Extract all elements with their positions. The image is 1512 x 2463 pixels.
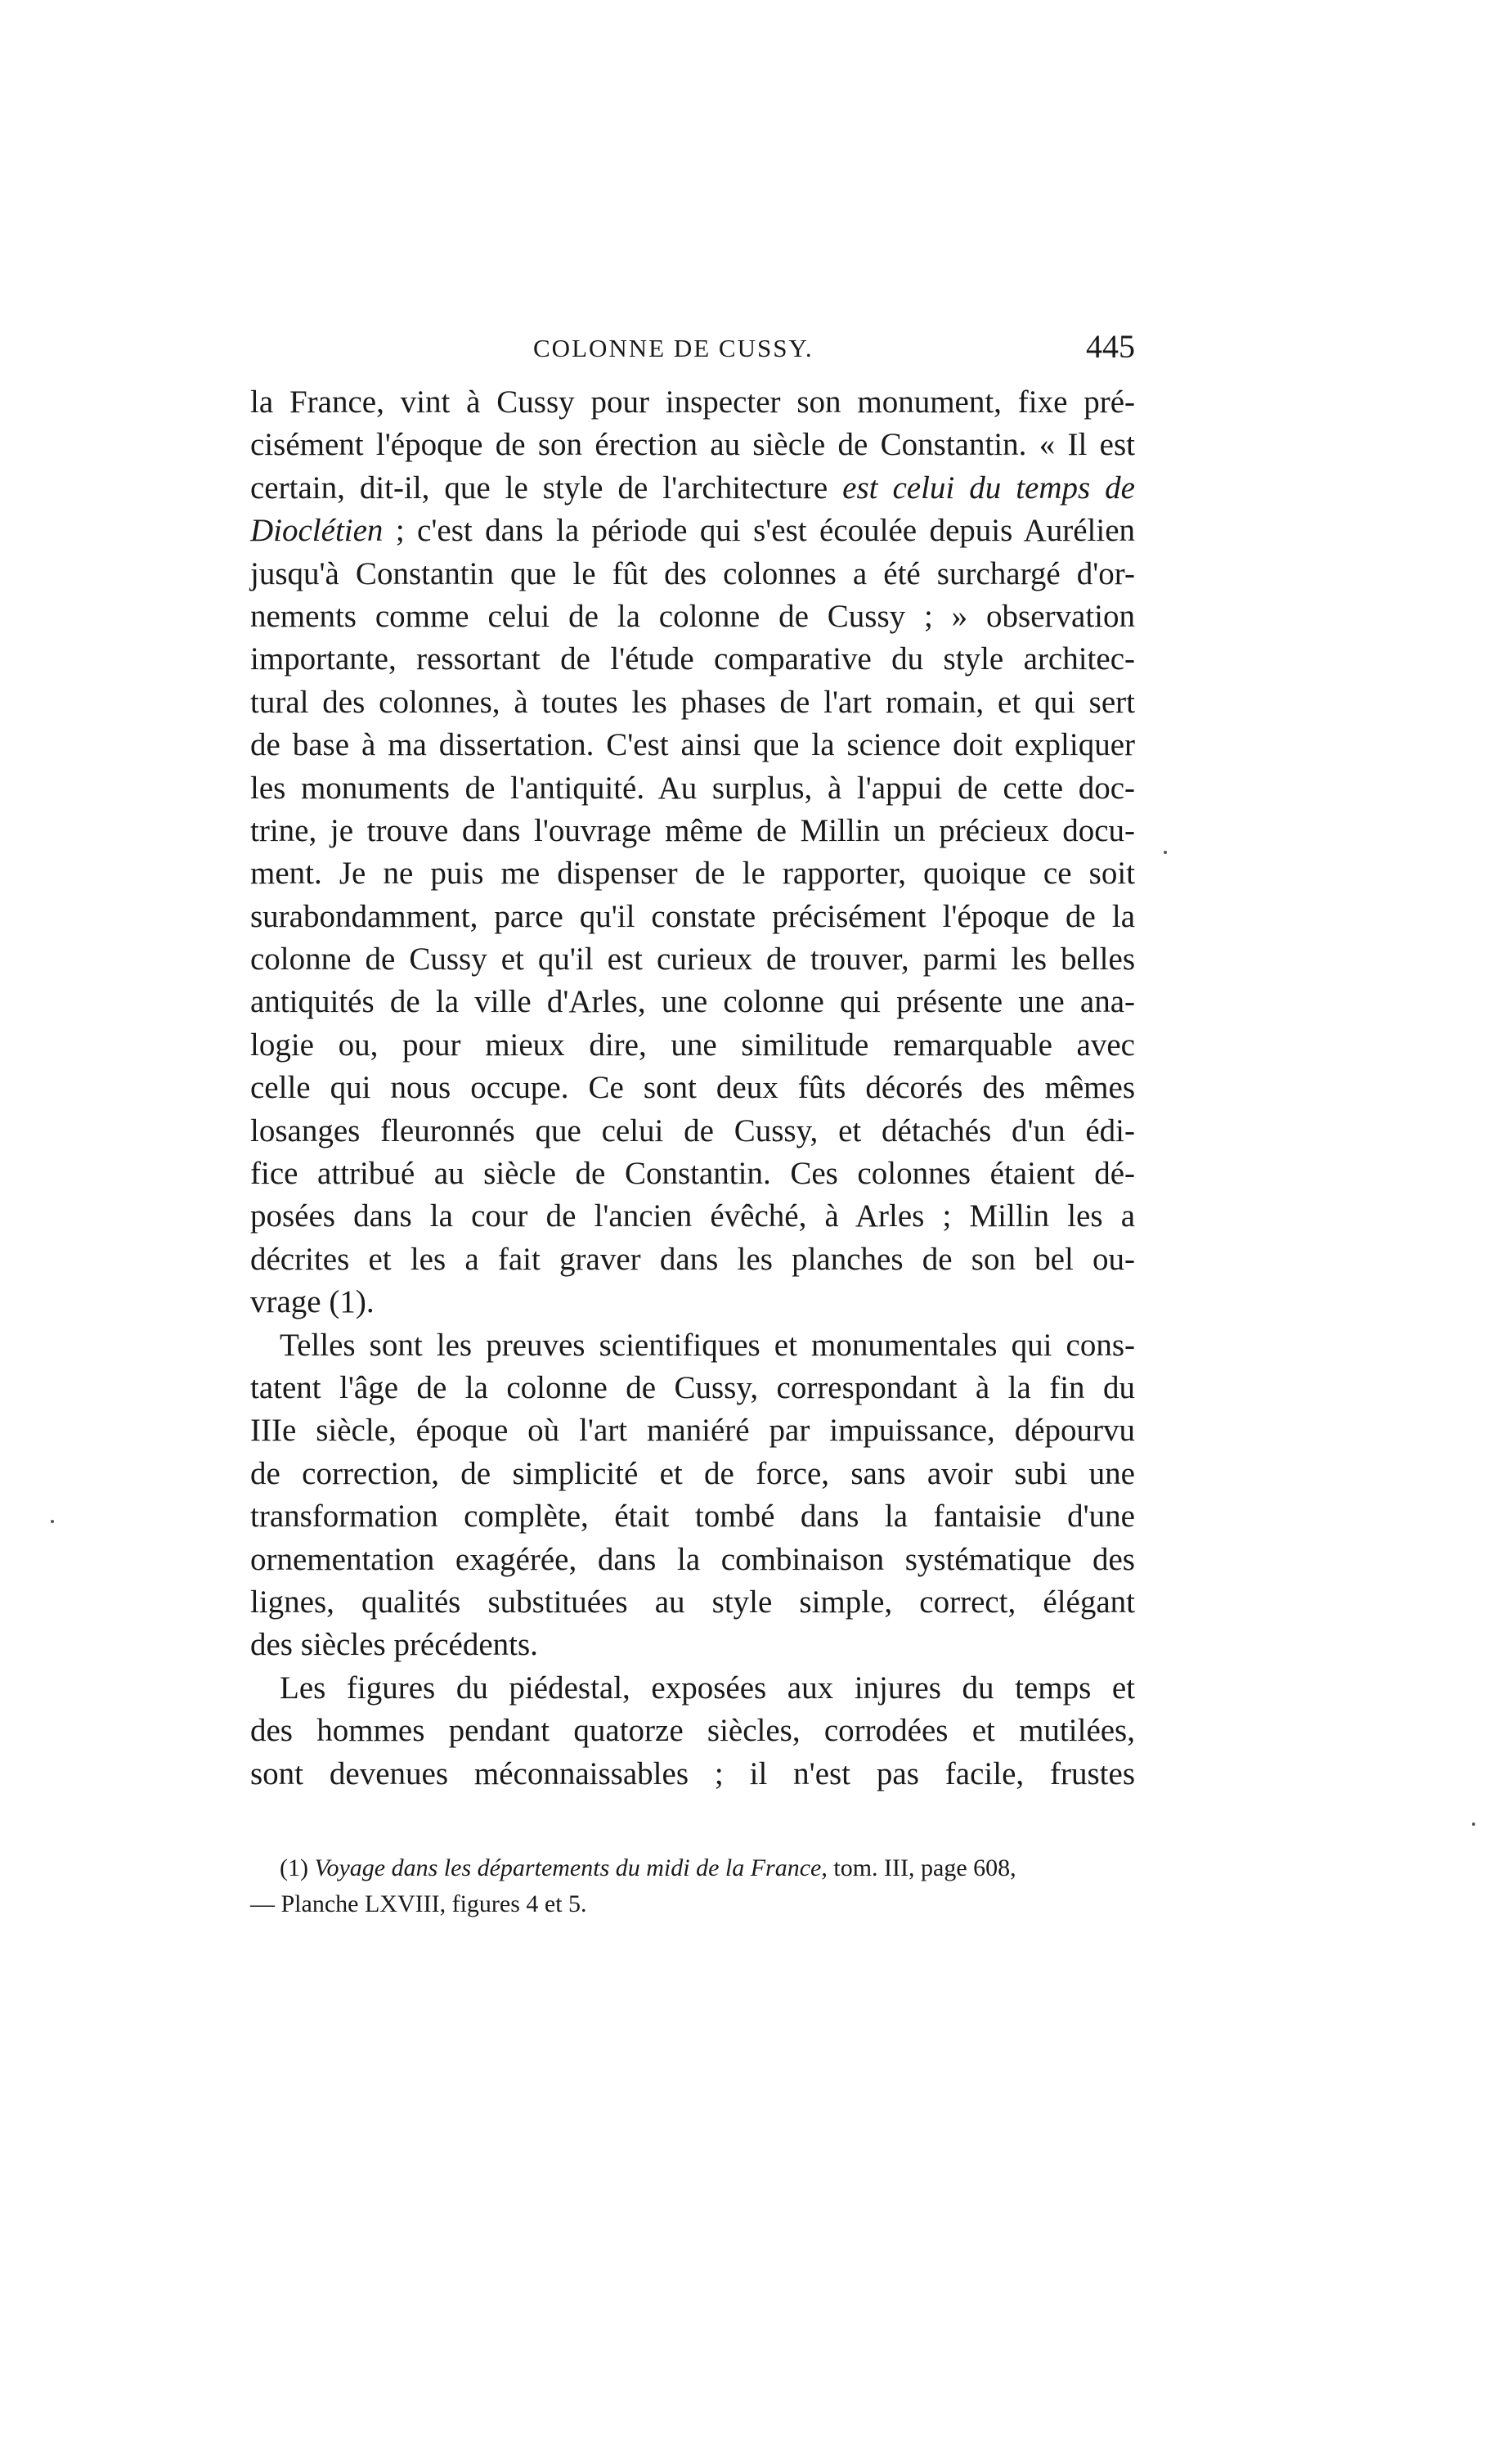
text-line: fice attribué au siècle de Constantin. Ces colonnes étaient dé-	[250, 1156, 1135, 1192]
text-line: tatent l'âge de la colonne de Cussy, correspondant à la fin du	[250, 1369, 1135, 1405]
text-line: surabondamment, parce qu'il constate précisément l'époque de la	[250, 898, 1135, 934]
scan-speck	[1164, 851, 1167, 854]
text-line-paragraph-start: Telles sont les preuves scientifiques et monumentales qui cons-	[280, 1327, 1135, 1363]
text-line: trine, je trouve dans l'ouvrage même de Millin un précieux docu-	[250, 812, 1135, 848]
text-line: la France, vint à Cussy pour inspecter son monument, fixe pré-	[250, 384, 1135, 420]
running-title: COLONNE DE CUSSY.	[533, 334, 814, 362]
text-line: antiquités de la ville d'Arles, une colonne qui présente une ana-	[250, 984, 1135, 1020]
footnote-line: — Planche LXVIII, figures 4 et 5.	[250, 1890, 587, 1917]
footnote-marker: (1)	[280, 1854, 308, 1881]
text-line: des hommes pendant quatorze siècles, corrodées et mutilées,	[250, 1713, 1135, 1749]
text-line: cisément l'époque de son érection au siècle de Constantin. « Il est	[250, 427, 1135, 463]
text-line-paragraph-end: vrage (1).	[250, 1284, 375, 1320]
italic-phrase: est celui du temps de	[842, 470, 1135, 506]
text-line: IIIe siècle, époque où l'art maniéré par impuissance, dépourvu	[250, 1413, 1135, 1449]
body-text	[250, 381, 1135, 1796]
text-line: tural des colonnes, à toutes les phases de l'art romain, et qui sert	[250, 684, 1135, 720]
text-line-with-italic: certain, dit-il, que le style de l'architecture est celui du temps de	[250, 470, 1135, 506]
text-line: de correction, de simplicité et de force, sans avoir subi une	[250, 1455, 1135, 1491]
footnote	[250, 1850, 1135, 1922]
text-line: nements comme celui de la colonne de Cussy ; » observation	[250, 598, 1135, 634]
text-line: jusqu'à Constantin que le fût des colonnes a été surchargé d'or-	[250, 555, 1135, 591]
text-line: ornementation exagérée, dans la combinaison systématique des	[250, 1541, 1135, 1577]
text-line: importante, ressortant de l'étude comparative du style architec-	[250, 641, 1135, 677]
running-head	[250, 327, 1150, 376]
footnote-reference: , tom. III, page 608,	[821, 1854, 1016, 1881]
text-line-with-italic: Dioclétien ; c'est dans la période qui s'est écoulée depuis Aurélien	[250, 513, 1135, 549]
text-line: décrites et les a fait graver dans les planches de son bel ou-	[250, 1241, 1135, 1277]
footnote-line	[250, 1850, 1135, 1886]
text-line: de base à ma dissertation. C'est ainsi que la science doit expliquer	[250, 727, 1135, 763]
text-line: ment. Je ne puis me dispenser de le rapporter, quoique ce soit	[250, 856, 1135, 892]
text-line: les monuments de l'antiquité. Au surplus, à l'appui de cette doc-	[250, 770, 1135, 806]
scan-speck	[1472, 1823, 1475, 1826]
text-line: posées dans la cour de l'ancien évêché, à Arles ; Millin les a	[250, 1198, 1135, 1234]
italic-phrase: Dioclétien	[250, 513, 384, 549]
text-line: losanges fleuronnés que celui de Cussy, et détachés d'un édi-	[250, 1112, 1135, 1148]
text-line: celle qui nous occupe. Ce sont deux fûts décorés des mêmes	[250, 1070, 1135, 1106]
text-line: sont devenues méconnaissables ; il n'est pas facile, frustes	[250, 1755, 1135, 1791]
text-line-paragraph-end: des siècles précédents.	[250, 1627, 538, 1663]
scan-speck	[51, 1520, 54, 1523]
text-line-paragraph-start: Les figures du piédestal, exposées aux injures du temps et	[280, 1670, 1135, 1706]
text-line: colonne de Cussy et qu'il est curieux de trouver, parmi les belles	[250, 942, 1135, 978]
page-number: 445	[1086, 328, 1135, 365]
text-line: transformation complète, était tombé dans la fantaisie d'une	[250, 1499, 1135, 1535]
text-line: lignes, qualités substituées au style simple, correct, élégant	[250, 1584, 1135, 1620]
text-line: logie ou, pour mieux dire, une similitude remarquable avec	[250, 1027, 1135, 1063]
footnote-book-title: Voyage dans les départements du midi de la France	[314, 1854, 822, 1881]
